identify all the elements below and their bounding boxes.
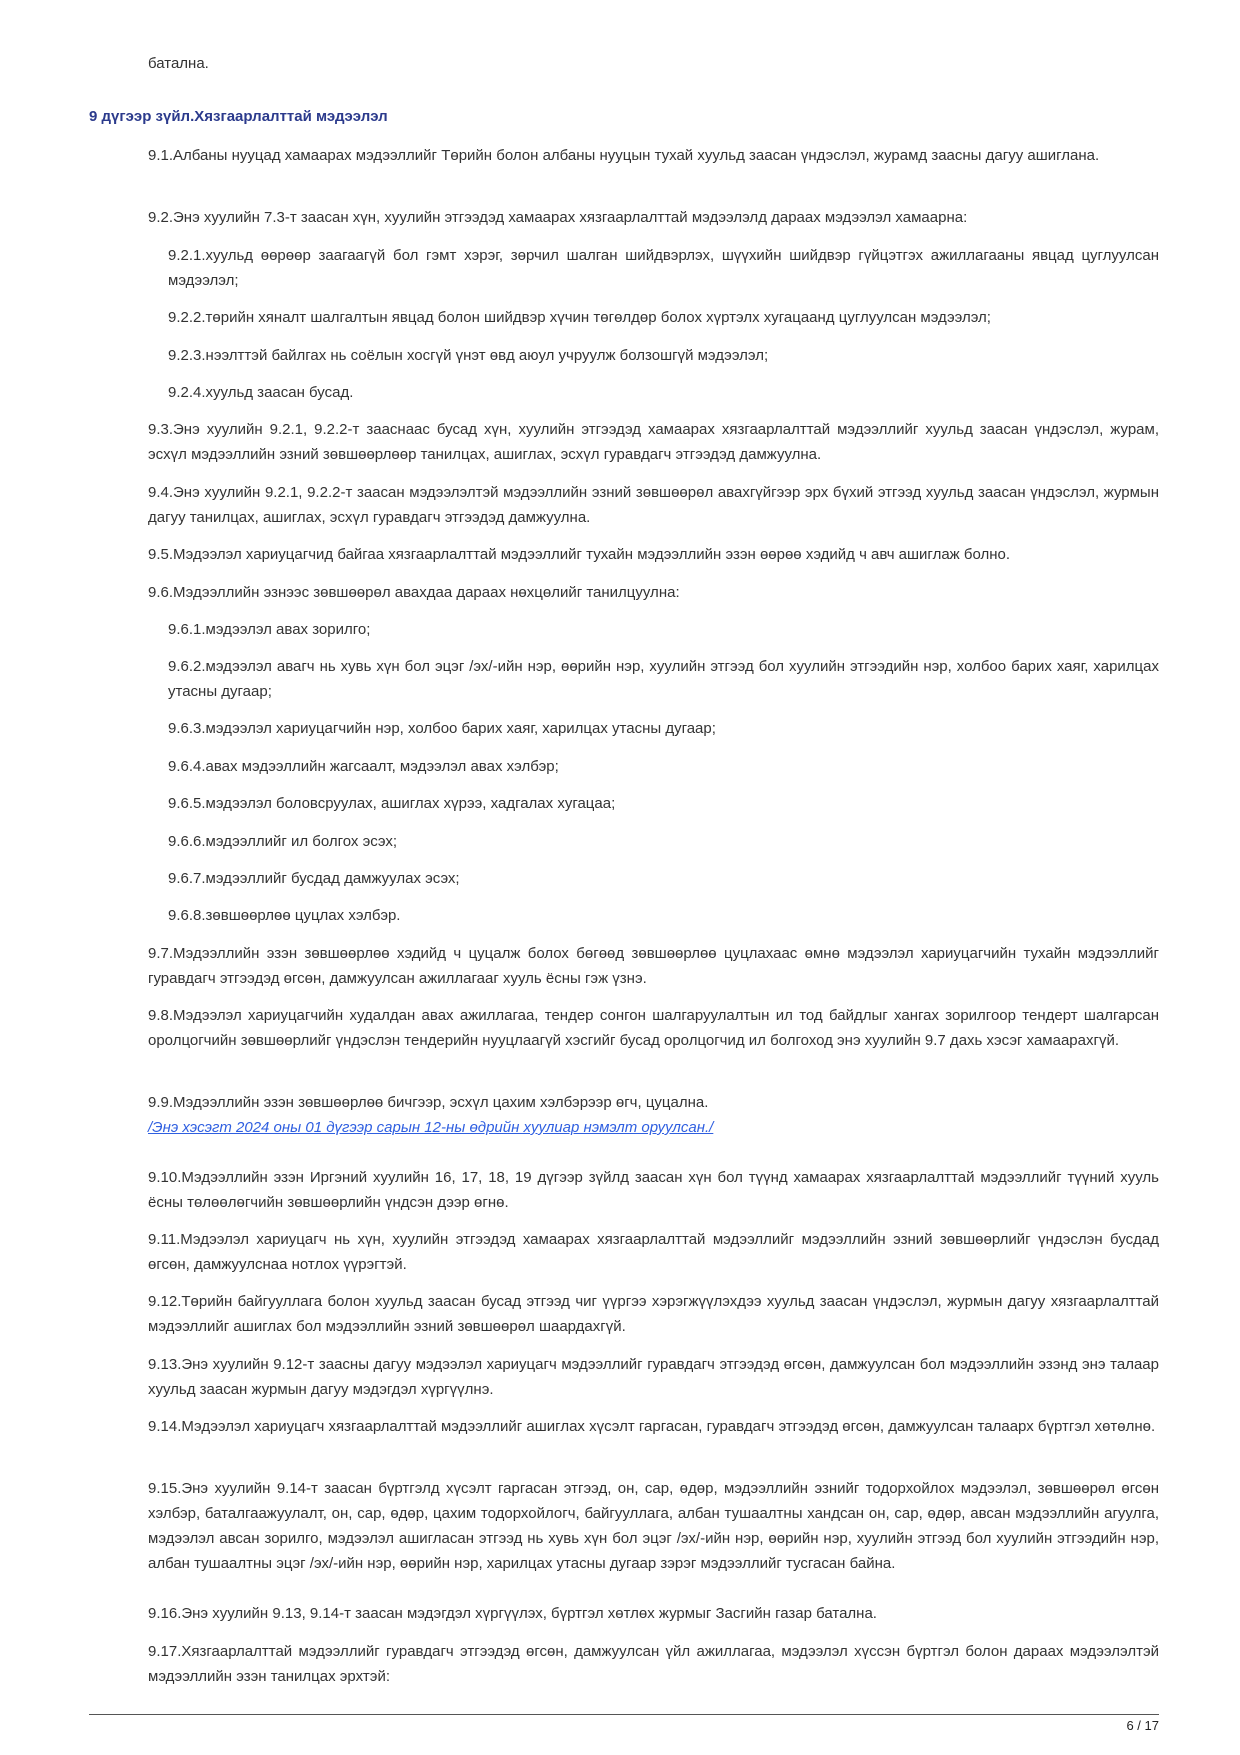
paragraph-9-2-2: 9.2.2.төрийн хяналт шалгалтын явцад болон шийдвэр хүчин төгөлдөр болох хүртэлх хугацаанд цуглуулсан мэдээлэл; xyxy=(168,309,991,326)
paragraph-9-6-1: 9.6.1.мэдээлэл авах зорилго; xyxy=(168,621,371,638)
paragraph-9-12: 9.12.Төрийн байгууллага болон хуульд заасан бусад этгээд чиг үүргээ хэрэгжүүлэхдээ хуульд заасан үндэслэл, журмын дагуу хязгаарлалттай мэдээллийг ашиглах бол мэдээллийн эзний зөвшөөрөл шаардахгүй. xyxy=(148,1293,1159,1335)
paragraph-9-3: 9.3.Энэ хуулийн 9.2.1, 9.2.2-т зааснаас бусад хүн, хуулийн этгээдэд хамаарах хязгаарлалттай мэдээллийг хуульд заасан үндэслэл, журам, эсхүл мэдээллийн эзний зөвшөөрлөөр танилцах, ашиглах, эсхүл гуравдагч этгээдэд дамжуулна. xyxy=(148,421,1159,463)
paragraph-9-2: 9.2.Энэ хуулийн 7.3-т заасан хүн, хуулийн этгээдэд хамаарах хязгаарлалттай мэдээлэлд дараах мэдээлэл хамаарна: xyxy=(148,209,968,226)
paragraph-9-6-6: 9.6.6.мэдээллийг ил болгох эсэх; xyxy=(168,833,398,850)
paragraph-9-9: 9.9.Мэдээллийн эзэн зөвшөөрлөө бичгээр, эсхүл цахим хэлбэрээр өгч, цуцална. xyxy=(148,1094,709,1111)
amendment-link[interactable]: /Энэ хэсэгт 2024 оны 01 дүгээр сарын 12-ны өдрийн хуулиар нэмэлт оруулсан./ xyxy=(148,1119,714,1136)
paragraph-9-9-block xyxy=(148,1090,1159,1140)
paragraph-9-16: 9.16.Энэ хуулийн 9.13, 9.14-т заасан мэдэгдэл хүргүүлэх, бүртгэл хөтлөх журмыг Засгийн газар батална. xyxy=(148,1605,877,1622)
paragraph-9-6-2: 9.6.2.мэдээлэл авагч нь хувь хүн бол эцэг /эх/-ийн нэр, өөрийн нэр, хуулийн этгээд бол хуулийн этгээдийн нэр, холбоо барих хаяг, харилцах утасны дугаар; xyxy=(168,658,1159,700)
paragraph-9-2-1: 9.2.1.хуульд өөрөөр заагаагүй бол гэмт хэрэг, зөрчил шалган шийдвэрлэх, шүүхийн шийдвэр гүйцэтгэх ажиллагааны явцад цуглуулсан мэдээлэл; xyxy=(168,247,1159,289)
paragraph-9-15: 9.15.Энэ хуулийн 9.14-т заасан бүртгэлд хүсэлт гаргасан этгээд, он, сар, өдөр, мэдээллийн эзнийг тодорхойлох мэдээлэл, зөвшөөрөл өгсөн хэлбэр, баталгаажуулалт, он, сар, өдөр, цахим тодорхойлогч, байгууллага, албан тушаалтны хандсан он, сар, өдөр, авсан мэдээллийн агуулга, мэдээлэл авсан зорилго, мэдээлэл ашигласан этгээд нь хувь хүн бол эцэг /эх/-ийн нэр, өөрийн нэр, хуулийн этгээд бол хуулийн этгээдийн нэр, албан тушаалтны эцэг /эх/-ийн нэр, өөрийн нэр, харилцах утасны дугаар зэрэг мэдээллийг тусгасан байна. xyxy=(148,1480,1159,1572)
paragraph-9-6-8: 9.6.8.зөвшөөрлөө цуцлах хэлбэр. xyxy=(168,907,401,924)
paragraph-9-4: 9.4.Энэ хуулийн 9.2.1, 9.2.2-т заасан мэдээлэлтэй мэдээллийн эзний зөвшөөрөл авахгүйгээр эрх бүхий этгээд хуульд заасан үндэслэл, журмын дагуу танилцах, ашиглах, эсхүл гуравдагч этгээдэд дамжуулна. xyxy=(148,484,1159,526)
paragraph-9-7: 9.7.Мэдээллийн эзэн зөвшөөрлөө хэдийд ч цуцалж болох бөгөөд зөвшөөрлөө цуцлахаас өмнө мэдээлэл хариуцагчийн тухайн мэдээллийг гуравдагч этгээдэд өгсөн, дамжуулсан ажиллагааг хууль ёсны гэж үзнэ. xyxy=(148,945,1159,987)
carryover-text: батална. xyxy=(148,55,209,72)
paragraph-9-8: 9.8.Мэдээлэл хариуцагчийн худалдан авах ажиллагаа, тендер сонгон шалгаруулалтын ил тод байдлыг хангах зорилгоор тендерт шалгарсан оролцогчийн зөвшөөрлийг үндэслэн тендерийн нууцлаагүй хэсгийг бусад оролцогчид ил болгоход энэ хуулийн 9.7 дахь хэсэг хамаарахгүй. xyxy=(148,1007,1159,1049)
paragraph-9-6-7: 9.6.7.мэдээллийг бусдад дамжуулах эсэх; xyxy=(168,870,460,887)
paragraph-9-11: 9.11.Мэдээлэл хариуцагч нь хүн, хуулийн этгээдэд хамаарах хязгаарлалттай мэдээллийг мэдээллийн эзний зөвшөөрлийг үндэслэн бусдад өгсөн, дамжуулснаа нотлох үүрэгтэй. xyxy=(148,1231,1159,1273)
paragraph-9-1: 9.1.Албаны нууцад хамаарах мэдээллийг Төрийн болон албаны нууцын тухай хуульд заасан үндэслэл, журамд заасны дагуу ашиглана. xyxy=(148,147,1100,164)
paragraph-9-6: 9.6.Мэдээллийн эзнээс зөвшөөрөл авахдаа дараах нөхцөлийг танилцуулна: xyxy=(148,584,680,601)
paragraph-9-6-5: 9.6.5.мэдээлэл боловсруулах, ашиглах хүрээ, хадгалах хугацаа; xyxy=(168,795,616,812)
paragraph-9-13: 9.13.Энэ хуулийн 9.12-т заасны дагуу мэдээлэл хариуцагч мэдээллийг гуравдагч этгээдэд өгсөн, дамжуулсан бол мэдээллийн эзэнд энэ талаар хуульд заасан журмын дагуу мэдэгдэл хүргүүлнэ. xyxy=(148,1356,1159,1398)
paragraph-9-5: 9.5.Мэдээлэл хариуцагчид байгаа хязгаарлалттай мэдээллийг тухайн мэдээллийн эзэн өөрөө хэдийд ч авч ашиглаж болно. xyxy=(148,546,1011,563)
page-indicator: 6 / 17 xyxy=(1126,1718,1159,1733)
paragraph-9-10: 9.10.Мэдээллийн эзэн Иргэний хуулийн 16, 17, 18, 19 дүгээр зүйлд заасан хүн бол түүнд хамаарах хязгаарлалттай мэдээллийг түүний хууль ёсны төлөөлөгчийн зөвшөөрлийн үндсэн дээр өгнө. xyxy=(148,1169,1159,1211)
paragraph-9-6-4: 9.6.4.авах мэдээллийн жагсаалт, мэдээлэл авах хэлбэр; xyxy=(168,758,559,775)
paragraph-9-2-4: 9.2.4.хуульд заасан бусад. xyxy=(168,384,354,401)
footer-divider xyxy=(89,1714,1159,1715)
article-heading: 9 дүгээр зүйл.Хязгаарлалттай мэдээлэл xyxy=(89,108,388,125)
paragraph-9-14: 9.14.Мэдээлэл хариуцагч хязгаарлалттай мэдээллийг ашиглах хүсэлт гаргасан, гуравдагч этгээдэд өгсөн, дамжуулсан талаарх бүртгэл хөтөлнө. xyxy=(148,1418,1156,1435)
paragraph-9-6-3: 9.6.3.мэдээлэл хариуцагчийн нэр, холбоо барих хаяг, харилцах утасны дугаар; xyxy=(168,720,716,737)
paragraph-9-2-3: 9.2.3.нээлттэй байлгах нь соёлын хосгүй үнэт өвд аюул учруулж болзошгүй мэдээлэл; xyxy=(168,347,769,364)
paragraph-9-17: 9.17.Хязгаарлалттай мэдээллийг гуравдагч этгээдэд өгсөн, дамжуулсан үйл ажиллагаа, мэдээлэл хүссэн бүртгэл болон дараах мэдээлэлтэй мэдээллийн эзэн танилцах эрхтэй: xyxy=(148,1643,1159,1685)
